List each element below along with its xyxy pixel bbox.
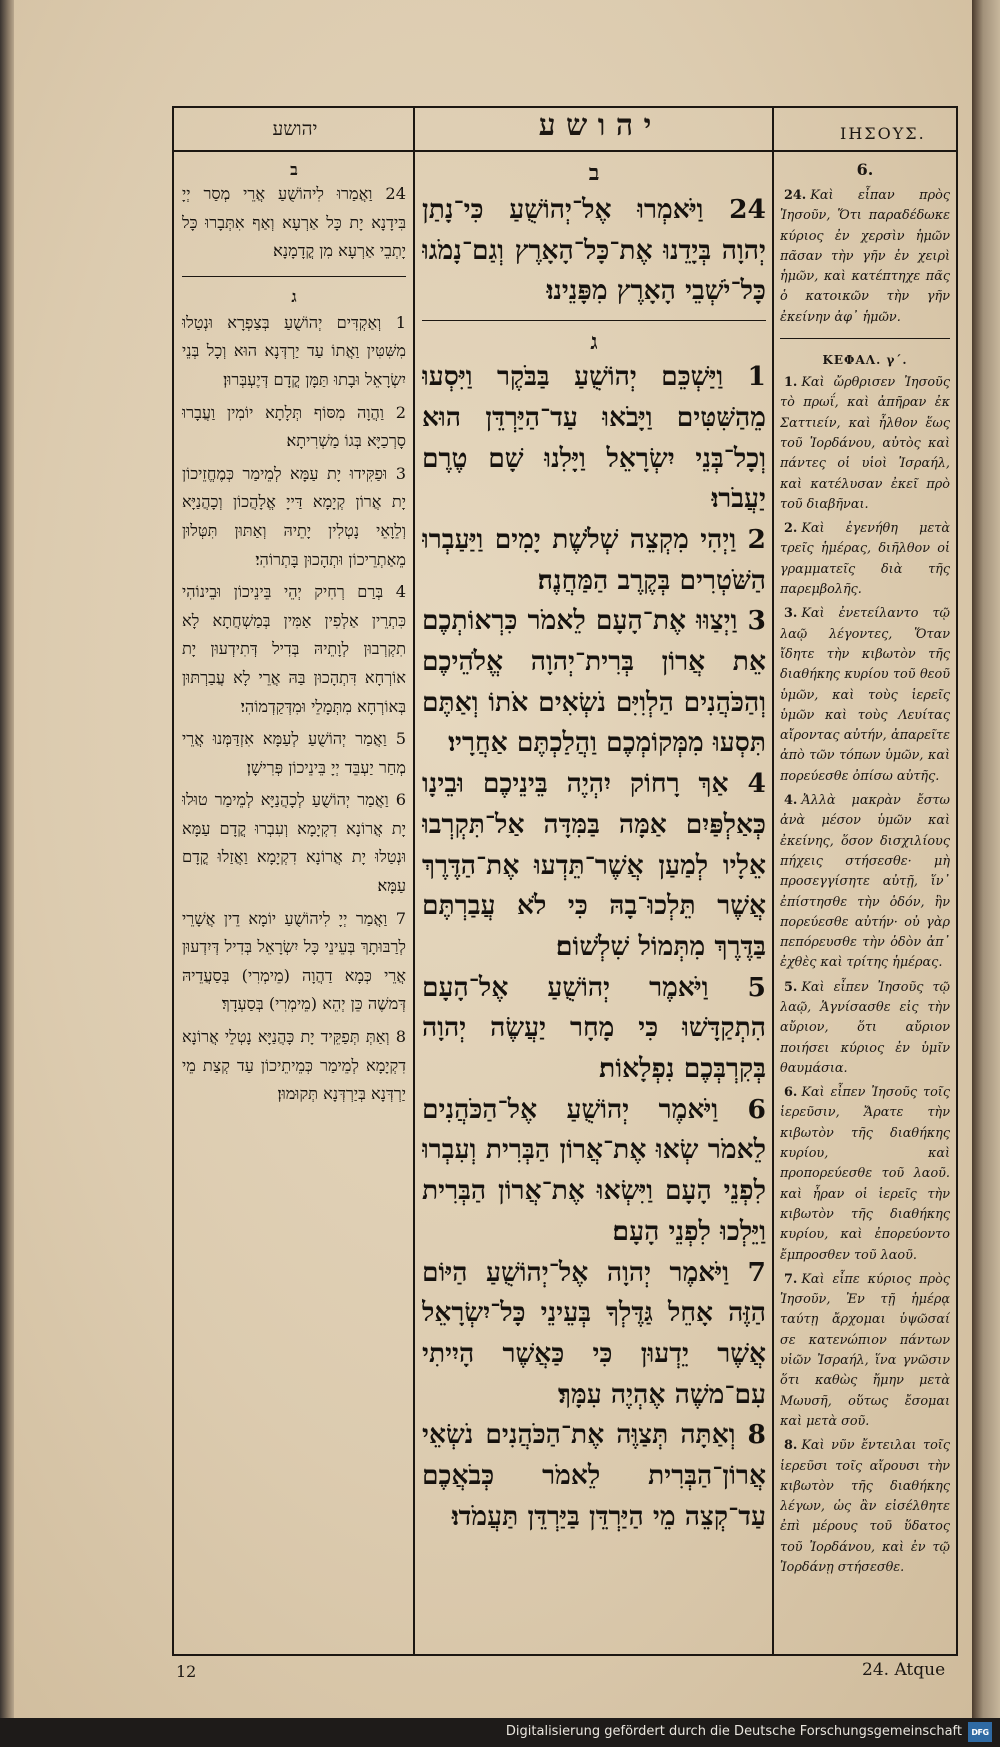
- targum-column: [182, 160, 406, 1640]
- greek-verse-number: 3.: [784, 606, 798, 622]
- hebrew-column: [422, 160, 766, 1640]
- greek-verse: [780, 519, 950, 600]
- targum-verse: 3 וּפַקִּידוּ יָת עַמָּא לְמֵימַר כְּמֶחֱזֵיכוֹן יָת אֲרוֹן קְיָמָא דַּייָ אֱלָהֲכוֹן וְכָהֲנַיָּא וְלֵוָאֵי נָטְלִין יָתֵיהּ וְאַתּוּן תִּטְּלוּן מֵאַתְרֵיכוֹן וּתְהָכוּן בָּתְרוֹהִי׃: [182, 463, 406, 569]
- dfg-logo: DFG: [968, 1722, 992, 1742]
- greek-verse: [780, 978, 950, 1079]
- column-rule-left: [413, 106, 415, 1654]
- chapter3-label-greek: ΚΕΦΑΛ. γ΄.: [822, 353, 908, 368]
- targum-running-header: יהושע: [272, 118, 318, 140]
- chapter-divider-hebrew: [422, 320, 766, 321]
- chapter2-label-hebrew: ב: [588, 160, 600, 186]
- chapter3-label-targum: ג: [291, 286, 297, 306]
- targum-verse: 8 וְאַתְּ תְּפַקֵּיד יָת כָּהֲנַיָּא נָטְלֵי אֲרוֹנָא דִקְיָמָא לְמֵימַר כְּמֵיתֵיכוֹן עַד קְצַת מֵי יַרְדְּנָא בְּיַרְדְּנָא תְּקוּמוּן׃: [182, 1027, 406, 1104]
- greek-column: [780, 160, 950, 1640]
- greek-verse: [780, 373, 950, 515]
- hebrew-verse: 6 וַיֹּאמֶר יְהוֹשֻׁעַ אֶל־הַכֹּהֲנִים לֵאמֹר שְׂאוּ אֶת־אֲרוֹן הַבְּרִית וְעִבְרוּ לִפְנֵי הָעָם וַיִּשְׂאוּ אֶת־אֲרוֹן הַבְּרִית וַיֵּלְכוּ לִפְנֵי הָעָם׃: [422, 1093, 766, 1247]
- greek-verse-number: 6.: [784, 1085, 798, 1101]
- targum-verse: 6 וַאֲמַר יְהוֹשֻׁעַ לְכָהֲנַיָּא לְמֵימַר טוּלוּ יָת אֲרוֹנָא דִקְיָמָא וְעִבְרוּ קֳדָם עַמָּא וּנְטַלוּ יָת אֲרוֹנָא דִקְיָמָא וַאֲזַלוּ קֳדָם עַמָּא׃: [182, 790, 406, 896]
- greek-verse-number: 4.: [784, 793, 798, 809]
- catchword: 24. Atque: [862, 1660, 946, 1680]
- right-page-edge: [972, 0, 1000, 1718]
- greek-verse-text: Καὶ νῦν ἔντειλαι τοῖς ἱερεῦσι τοῖς αἴρουσι τὴν κιβωτὸν τῆς διαθήκης λέγων, ὡς ἂν εἰσέλθητε ἐπὶ μέρους τοῦ ὕδατος τοῦ Ἰορδάνου, καὶ ἐν τῷ Ἰορδάνῃ στήσεσθε.: [780, 1438, 950, 1575]
- chapter-divider-targum: [182, 276, 406, 277]
- greek-verse-text: Καὶ ὤρθρισεν Ἰησοῦς τὸ πρωΐ, καὶ ἀπῆραν ἐκ Σαττιείν, καὶ ἦλθον ἕως τοῦ Ἰορδάνου, αὐτὸς καὶ πάντες οἱ υἱοὶ Ἰσραήλ, καὶ κατέλυσαν ἐκεῖ πρὸ τοῦ διαβῆναι.: [780, 375, 950, 512]
- hebrew-verse: 8 וְאַתָּה תְּצַוֶּה אֶת־הַכֹּהֲנִים נֹשְׂאֵי אֲרוֹן־הַבְּרִית לֵאמֹר כְּבֹאֲכֶם עַד־קְצֵה מֵי הַיַּרְדֵּן בַּיַּרְדֵּן תַּעֲמֹדוּ׃: [422, 1419, 766, 1532]
- greek-running-header: ΙΗΣΟΥΣ.: [840, 124, 926, 143]
- targum-verse: 2 וַהֲוָה מִסּוֹף תְּלָתָא יוֹמִין וַעֲבָרוּ סָרְכַיָּא בְּגוֹ מַשְׁרִיתָא׃: [182, 402, 406, 451]
- targum-verse: 1 וְאַקְדִּים יְהוֹשֻׁעַ בְּצַפְרָא וּנְטַלוּ מִשִּׁטִּין וַאֲתוֹ עַד יַרְדְּנָא הוּא וְכָל בְּנֵי יִשְׂרָאֵל וּבָתוּ תַּמָּן קֳדָם דְּיֶעְבְּרוּן׃: [182, 312, 406, 389]
- chapter2-label-greek: 6.: [856, 160, 874, 179]
- hebrew-verse-2-24: 24 וַיֹּאמְרוּ אֶל־יְהוֹשֻׁעַ כִּי־נָתַן יְהוָה בְּיָדֵנוּ אֶת־כָּל־הָאָרֶץ וְגַם־נָמֹגוּ כָּל־יֹשְׁבֵי הָאָרֶץ מִפָּנֵינוּ׃: [422, 194, 766, 307]
- greek-verse-text: Καὶ εἶπεν Ἰησοῦς τοῖς ἱερεῦσιν, Ἄρατε τὴν κιβωτὸν τῆς διαθήκης κυρίου, καὶ προπορεύεσθε τοῦ λαοῦ. καὶ ἦραν οἱ ἱερεῖς τὴν κιβωτὸν τῆς διαθήκης κυρίου, καὶ ἐπορεύοντο ἔμπροσθεν τοῦ λαοῦ.: [780, 1085, 950, 1263]
- targum-verse-2-24: 24 וַאֲמַרוּ לִיהוֹשֻׁעַ אֲרֵי מְסַר יְיָ בִּידָנָא יָת כָּל אַרְעָא וְאַף אִתְּבָרוּ כָּל יָתְבֵי אַרְעָא מִן קֳדָמָנָא׃: [182, 184, 406, 261]
- hebrew-verse: 1 וַיַּשְׁכֵּם יְהוֹשֻׁעַ בַּבֹּקֶר וַיִּסְעוּ מֵהַשִּׁטִּים וַיָּבֹאוּ עַד־הַיַּרְדֵּן הוּא וְכָל־בְּנֵי יִשְׂרָאֵל וַיָּלִנוּ שָׁם טֶרֶם יַעֲבֹרוּ׃: [422, 361, 766, 515]
- targum-verse: 7 וַאֲמַר יְיָ לִיהוֹשֻׁעַ יוֹמָא דֵין אֲשָׁרֵי לְרַבּוּתָךְ בְּעֵינֵי כָּל יִשְׂרָאֵל בְּדִיל דְּיִדְעוּן אֲרֵי כְּמָא דַהֲוָה (מֵימְרִי) בְּסַעֲדֵיהּ דְּמשֶׁה כֵּן יְהֵא (מֵימְרִי) בְּסַעְדָךְ׃: [182, 908, 406, 1014]
- hebrew-running-header: י ה ו ש ע: [538, 108, 652, 143]
- greek-verse-2-24: [780, 186, 950, 328]
- targum-verse: 4 בְּרַם רְחִיק יְהֵי בֵּינֵיכוֹן וּבֵינוֹהִי כִּתְרֵין אַלְפִין אַמִּין בְּמַשְׁחֲתָא לָא תִקְרְבוּן לְוָתֵיהּ בְּדִיל דְּתִידְעוּן יָת אוֹרְחָא דִּתְהָכוּן בַּהּ אֲרֵי לָא עֲבַרְתּוּן בְּאוֹרְחָא מִתְּמָלֵי וּמִדְּקַדְמוֹהִי׃: [182, 582, 406, 716]
- greek-verse: [780, 1083, 950, 1266]
- hebrew-verse: 4 אַךְ רָחוֹק יִהְיֶה בֵּינֵיכֶם וּבֵינָו כְּאַלְפַּיִם אַמָּה בַּמִּדָּה אַל־תִּקְרְבוּ אֵלָיו לְמַעַן אֲשֶׁר־תֵּדְעוּ אֶת־הַדֶּרֶךְ אֲשֶׁר תֵּלְכוּ־בָהּ כִּי לֹא עֲבַרְתֶּם בַּדֶּרֶךְ מִתְּמוֹל שִׁלְשׁוֹם׃: [422, 768, 766, 962]
- greek-verse-number: 8.: [784, 1438, 798, 1454]
- greek-verse-number: 5.: [784, 979, 798, 995]
- greek-verse-list: [780, 373, 950, 1578]
- digitization-credit: Digitalisierung gefördert durch die Deutsche Forschungsgemeinschaft: [505, 1724, 962, 1739]
- greek-verse-text: Καὶ ἐνετείλαντο τῷ λαῷ λέγοντες, Ὅταν ἴδητε τὴν κιβωτὸν τῆς διαθήκης κυρίου τοῦ θεοῦ ὑμῶν, καὶ τοὺς ἱερεῖς ὑμῶν καὶ τοὺς Λευίτας αἴροντας αὐτήν, ἀπαρεῖτε ἀπὸ τῶν τόπων ὑμῶν, καὶ πορεύεσθε ὀπίσω αὐτῆς.: [780, 606, 950, 784]
- greek-verse: [780, 791, 950, 974]
- chapter3-label-hebrew: ג: [590, 329, 598, 356]
- hebrew-verse: 2 וַיְהִי מִקְצֵה שְׁלֹשֶׁת יָמִים וַיַּעַבְרוּ הַשֹּׁטְרִים בְּקֶרֶב הַמַּחֲנֶה׃: [422, 523, 766, 596]
- greek-verse: [780, 1270, 950, 1432]
- header-rule: [172, 150, 956, 152]
- greek-verse-text: Ἀλλὰ μακρὰν ἔστω ἀνὰ μέσον ὑμῶν καὶ ἐκείνης, ὅσον δισχιλίους πήχεις στήσεσθε· μὴ προσεγγίσητε αὐτῇ, ἵν᾽ ἐπίστησθε τὴν ὁδόν, ἣν πορεύεσθε αὐτήν· οὐ γὰρ πεπόρευσθε τὴν ὁδὸν ἀπ᾽ ἐχθὲς καὶ τρίτης ἡμέρας.: [780, 793, 950, 971]
- greek-verse-text: Καὶ εἶπε κύριος πρὸς Ἰησοῦν, Ἐν τῇ ἡμέρᾳ ταύτῃ ἄρχομαι ὑψῶσαί σε κατενώπιον πάντων υἱῶν Ἰσραήλ, ἵνα γνῶσιν ὅτι καθὼς ἤμην μετὰ Μωυσῆ, οὕτως ἔσομαι καὶ μετὰ σοῦ.: [780, 1271, 950, 1429]
- hebrew-verse: 3 וַיְצַוּוּ אֶת־הָעָם לֵאמֹר כִּרְאוֹתְכֶם אֵת אֲרוֹן בְּרִית־יְהוָה אֱלֹהֵיכֶם וְהַכֹּהֲנִים הַלְוִיִּם נֹשְׂאִים אֹתוֹ וְאַתֶּם תִּסְעוּ מִמְּקוֹמְכֶם וַהֲלַכְתֶּם אַחֲרָיו׃: [422, 605, 766, 759]
- left-page-edge: [0, 0, 14, 1718]
- targum-verse: 5 וַאֲמַר יְהוֹשֻׁעַ לְעַמָּא אִזְדַּמְּנוּ אֲרֵי מְחַר יַעְבֵּד יְיָ בֵּינֵיכוֹן פְּרִישָׁן׃: [182, 729, 406, 777]
- greek-verse-text: Καὶ εἶπαν πρὸς Ἰησοῦν, Ὅτι παραδέδωκε κύριος ἐν χερσὶν ἡμῶν πᾶσαν τὴν γῆν ἐν χειρὶ ἡμῶν, καὶ κατέπτηχε πᾶς ὁ κατοικῶν τὴν γῆν ἐκείνην ἀφ᾽ ἡμῶν.: [780, 188, 950, 325]
- greek-verse-number: 2.: [784, 521, 798, 537]
- chapter2-label-targum: ב: [290, 160, 298, 179]
- page-number: 12: [176, 1662, 197, 1681]
- column-rule-right: [772, 106, 774, 1654]
- greek-verse-number: 24.: [784, 188, 807, 203]
- hebrew-verse: 7 וַיֹּאמֶר יְהוָה אֶל־יְהוֹשֻׁעַ הַיּוֹם הַזֶּה אָחֵל גַּדֶּלְךָ בְּעֵינֵי כָּל־יִשְׂרָאֵל אֲשֶׁר יֵדְעוּן כִּי כַּאֲשֶׁר הָיִיתִי עִם־משֶׁה אֶהְיֶה עִמָּךְ׃: [422, 1256, 766, 1410]
- greek-verse: [780, 1436, 950, 1578]
- chapter-divider-greek: [780, 338, 950, 339]
- greek-verse-text: Καὶ εἶπεν Ἰησοῦς τῷ λαῷ, Ἁγνίσασθε εἰς τὴν αὔριον, ὅτι αὔριον ποιήσει κύριος ἐν ὑμῖν θαυμάσια.: [780, 979, 950, 1076]
- greek-verse-number: 1.: [784, 375, 798, 391]
- greek-verse: [780, 604, 950, 787]
- greek-verse-number: 7.: [784, 1271, 798, 1287]
- greek-verse-text: Καὶ ἐγενήθη μετὰ τρεῖς ἡμέρας, διῆλθον οἱ γραμματεῖς διὰ τῆς παρεμβολῆς.: [780, 521, 950, 598]
- hebrew-verse: 5 וַיֹּאמֶר יְהוֹשֻׁעַ אֶל־הָעָם הִתְקַדָּשׁוּ כִּי מָחָר יַעֲשֶׂה יְהוָה בְּקִרְבְּכֶם נִפְלָאוֹת׃: [422, 971, 766, 1085]
